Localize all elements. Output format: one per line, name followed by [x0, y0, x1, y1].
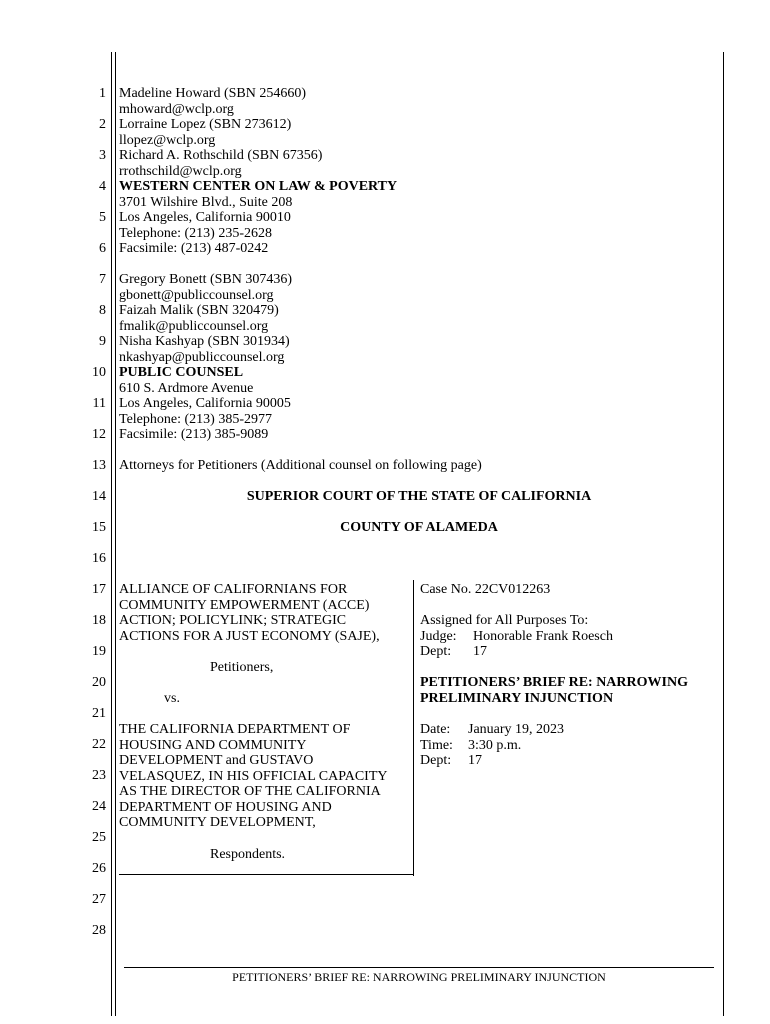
line-number: 9 — [99, 334, 106, 349]
judge-name: Honorable Frank Roesch — [473, 629, 613, 644]
line-number: 13 — [92, 458, 106, 473]
line-number: 8 — [99, 303, 106, 318]
case-number: Case No. 22CV012263 — [420, 582, 551, 597]
line-number: 17 — [92, 582, 106, 597]
assigned-label: Assigned for All Purposes To: — [420, 613, 589, 628]
line-number: 20 — [92, 675, 106, 690]
line-number: 25 — [92, 830, 106, 845]
line-number: 23 — [92, 768, 106, 783]
petitioner-line: ACTION; POLICYLINK; STRATEGIC — [119, 613, 347, 628]
attorney-email: llopez@wclp.org — [119, 132, 216, 148]
firm-address: 3701 Wilshire Blvd., Suite 208 — [119, 194, 293, 210]
attorney-name: Madeline Howard (SBN 254660) — [119, 86, 307, 101]
line-number: 19 — [92, 644, 106, 659]
caption-divider-horizontal — [119, 874, 414, 875]
document-title-line-1: PETITIONERS’ BRIEF RE: NARROWING — [420, 675, 688, 690]
attorney-name: Nisha Kashyap (SBN 301934) — [119, 334, 290, 349]
caption-divider-vertical — [413, 580, 414, 876]
attorney-email: rrothschild@wclp.org — [119, 163, 242, 179]
line-number: 28 — [92, 923, 106, 938]
footer-rule — [124, 967, 714, 968]
attorney-email: gbonett@publiccounsel.org — [119, 287, 274, 303]
left-margin-rule — [111, 52, 112, 1016]
firm-city: Los Angeles, California 90005 — [119, 396, 291, 411]
line-number: 26 — [92, 861, 106, 876]
firm-facsimile: Facsimile: (213) 385-9089 — [119, 427, 269, 442]
respondent-line: AS THE DIRECTOR OF THE CALIFORNIA — [119, 784, 381, 799]
attorney-email: fmalik@publiccounsel.org — [119, 318, 269, 334]
firm-name: WESTERN CENTER ON LAW & POVERTY — [119, 179, 398, 194]
hearing-dept: 17 — [468, 753, 482, 768]
petitioners-block — [119, 582, 380, 644]
hearing-date: January 19, 2023 — [468, 722, 565, 737]
line-number: 16 — [92, 551, 106, 566]
line-number: 6 — [99, 241, 106, 256]
firm-city: Los Angeles, California 90010 — [119, 210, 291, 225]
versus: vs. — [164, 691, 180, 706]
county-name: COUNTY OF ALAMEDA — [340, 520, 498, 535]
petitioner-line: COMMUNITY EMPOWERMENT (ACCE) — [119, 597, 370, 613]
attorney-email: nkashyap@publiccounsel.org — [119, 349, 285, 365]
line-number: 21 — [92, 706, 106, 721]
respondent-line: DEPARTMENT OF HOUSING AND — [119, 799, 332, 815]
attorney-name: Gregory Bonett (SBN 307436) — [119, 272, 293, 287]
attorneys-for: Attorneys for Petitioners (Additional counsel on following page) — [119, 458, 482, 473]
page-footer: PETITIONERS’ BRIEF RE: NARROWING PRELIMINARY INJUNCTION — [232, 970, 606, 984]
left-margin-rule-inner — [115, 52, 116, 1016]
attorney-name: Lorraine Lopez (SBN 273612) — [119, 117, 292, 132]
line-number: 22 — [92, 737, 106, 752]
firm-name: PUBLIC COUNSEL — [119, 365, 244, 380]
petitioner-line: ACTIONS FOR A JUST ECONOMY (SAJE), — [119, 628, 380, 644]
line-number: 3 — [99, 148, 106, 163]
line-number: 12 — [92, 427, 106, 442]
line-number: 18 — [92, 613, 106, 628]
line-number: 27 — [92, 892, 106, 907]
counsel-block-wclp — [119, 86, 397, 257]
attorney-name: Richard A. Rothschild (SBN 67356) — [119, 148, 323, 163]
line-number: 7 — [99, 272, 106, 287]
line-number: 24 — [92, 799, 106, 814]
petitioners-label: Petitioners, — [210, 660, 274, 675]
judge-label: Judge: — [420, 629, 457, 644]
line-number: 5 — [99, 210, 106, 225]
attorney-name: Faizah Malik (SBN 320479) — [119, 303, 279, 318]
hearing-time: 3:30 p.m. — [468, 738, 522, 753]
respondent-line: HOUSING AND COMMUNITY — [119, 737, 307, 753]
hearing-dept-label: Dept: — [420, 753, 452, 768]
dept-label: Dept: — [420, 644, 452, 659]
attorney-email: mhoward@wclp.org — [119, 101, 234, 117]
firm-telephone: Telephone: (213) 235-2628 — [119, 225, 272, 241]
document-title-line-2: PRELIMINARY INJUNCTION — [420, 691, 614, 706]
respondent-line: VELASQUEZ, IN HIS OFFICIAL CAPACITY — [119, 768, 388, 784]
respondents-label: Respondents. — [210, 847, 286, 862]
line-number: 2 — [99, 117, 106, 132]
line-number: 14 — [92, 489, 106, 504]
dept-value: 17 — [473, 644, 487, 659]
court-name: SUPERIOR COURT OF THE STATE OF CALIFORNIA — [246, 489, 592, 504]
respondent-line: COMMUNITY DEVELOPMENT, — [119, 815, 316, 830]
right-margin-rule — [723, 52, 724, 1016]
respondents-block — [119, 722, 387, 831]
line-number: 10 — [92, 365, 106, 380]
firm-telephone: Telephone: (213) 385-2977 — [119, 411, 272, 427]
firm-facsimile: Facsimile: (213) 487-0242 — [119, 241, 269, 256]
line-number: 4 — [99, 179, 106, 194]
hearing-time-label: Time: — [420, 738, 453, 753]
respondent-line: THE CALIFORNIA DEPARTMENT OF — [119, 722, 351, 737]
line-number: 11 — [92, 396, 106, 411]
hearing-date-label: Date: — [420, 722, 451, 737]
counsel-block-public-counsel — [119, 272, 292, 443]
petitioner-line: ALLIANCE OF CALIFORNIANS FOR — [119, 582, 348, 597]
firm-address: 610 S. Ardmore Avenue — [119, 380, 254, 396]
line-number: 1 — [99, 86, 106, 101]
line-number: 15 — [92, 520, 106, 535]
respondent-line: DEVELOPMENT and GUSTAVO — [119, 753, 314, 768]
